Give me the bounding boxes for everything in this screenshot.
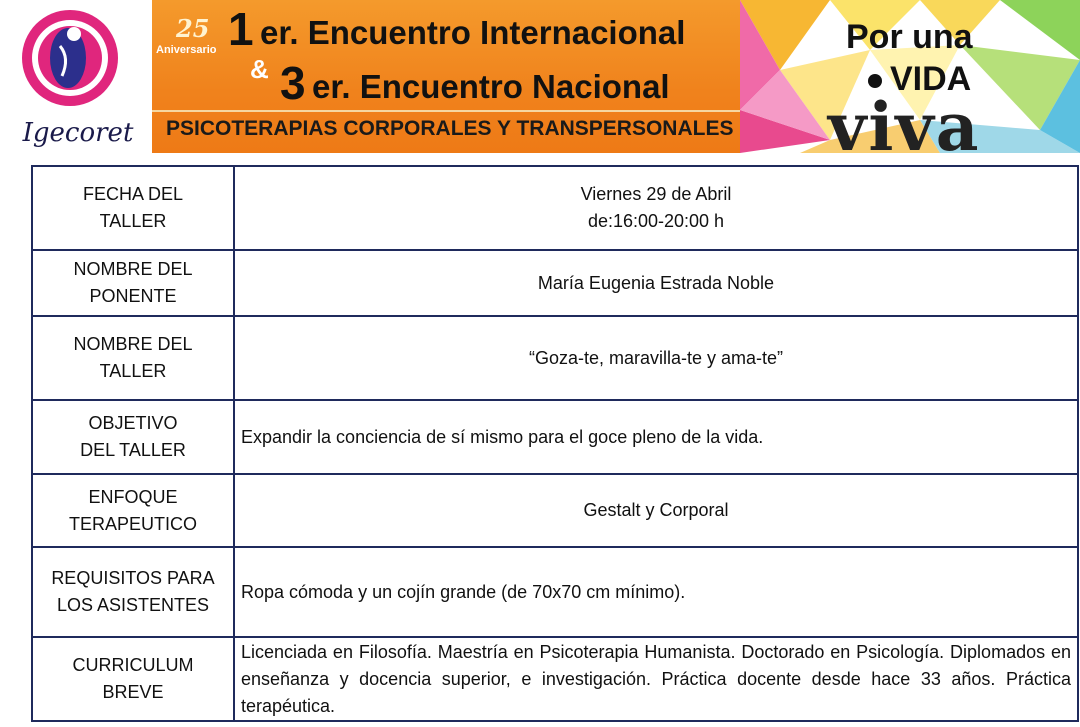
ampersand: & bbox=[250, 54, 269, 84]
logo-text: Igecoret bbox=[22, 118, 134, 148]
workshop-info-table bbox=[31, 165, 1079, 722]
row-value: María Eugenia Estrada Noble bbox=[234, 250, 1078, 316]
event-title-banner bbox=[152, 0, 740, 153]
anniversary-number: 25 bbox=[176, 14, 210, 43]
header-banner bbox=[0, 0, 1080, 155]
table-row bbox=[32, 166, 1078, 250]
table-row bbox=[32, 316, 1078, 400]
row-label: CURRICULUM BREVE bbox=[32, 637, 234, 721]
slogan-dot bbox=[868, 74, 882, 88]
row-label: ENFOQUE TERAPEUTICO bbox=[32, 474, 234, 547]
row-value: Licenciada en Filosofía. Maestría en Psicoterapia Humanista. Doctorado en Psicología. Diplomados en enseñanza y docencia superior, e investigación. Práctica docente desde hace 33 años. Práctica terapéutica. bbox=[234, 637, 1078, 721]
slogan-artwork bbox=[740, 0, 1080, 153]
second-event-number: 3 bbox=[280, 57, 306, 109]
event-subtitle: PSICOTERAPIAS CORPORALES Y TRANSPERSONALES bbox=[166, 117, 734, 140]
table-row bbox=[32, 250, 1078, 316]
row-value: Expandir la conciencia de sí mismo para el goce pleno de la vida. bbox=[234, 400, 1078, 474]
slogan-line-2: VIDA bbox=[890, 60, 972, 98]
logo-emblem-icon bbox=[8, 6, 148, 118]
first-event-number: 1 bbox=[228, 3, 254, 55]
row-value: Ropa cómoda y un cojín grande (de 70x70 cm mínimo). bbox=[234, 547, 1078, 637]
second-event-title: er. Encuentro Nacional bbox=[312, 68, 670, 105]
row-label: NOMBRE DEL PONENTE bbox=[32, 250, 234, 316]
row-value: Gestalt y Corporal bbox=[234, 474, 1078, 547]
row-label: REQUISITOS PARA LOS ASISTENTES bbox=[32, 547, 234, 637]
table-row bbox=[32, 474, 1078, 547]
row-value: “Goza-te, maravilla-te y ama-te” bbox=[234, 316, 1078, 400]
row-label: FECHA DEL TALLER bbox=[32, 166, 234, 250]
table-row bbox=[32, 637, 1078, 721]
slogan-line-3: viva bbox=[828, 88, 981, 153]
anniversary-word: Aniversario bbox=[156, 44, 217, 56]
row-value: Viernes 29 de Abril de:16:00-20:00 h bbox=[234, 166, 1078, 250]
table-row bbox=[32, 547, 1078, 637]
banner-divider bbox=[152, 110, 740, 112]
first-event-title: er. Encuentro Internacional bbox=[260, 14, 686, 51]
row-label: OBJETIVO DEL TALLER bbox=[32, 400, 234, 474]
igecoret-logo bbox=[8, 6, 148, 152]
row-label: NOMBRE DEL TALLER bbox=[32, 316, 234, 400]
slogan-line-1: Por una bbox=[846, 18, 973, 56]
table-row bbox=[32, 400, 1078, 474]
